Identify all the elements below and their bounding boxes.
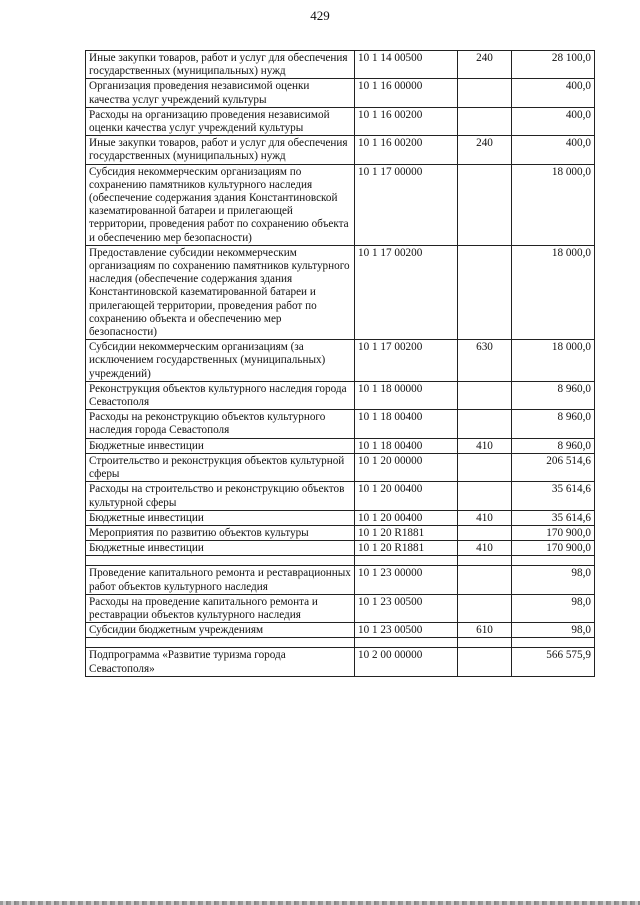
row-amount: 400,0	[512, 107, 595, 135]
row-code: 10 1 18 00400	[355, 410, 458, 438]
spacer-cell	[458, 556, 512, 566]
row-vr: 630	[458, 340, 512, 382]
table-row	[86, 136, 595, 164]
table-row	[86, 566, 595, 594]
row-name: Иные закупки товаров, работ и услуг для обеспечения государственных (муниципальных) нужд	[86, 136, 355, 164]
row-amount: 8 960,0	[512, 381, 595, 409]
row-name: Предоставление субсидии некоммерческим организациям по сохранению памятников культурного наследия (обеспечение содержания здания Константиновской казематированной батареи и прилегающей территории, проведения работ по сохранению объекта и обеспечению мер безопасности)	[86, 245, 355, 339]
table-row	[86, 410, 595, 438]
row-amount: 35 614,6	[512, 510, 595, 525]
table-row	[86, 482, 595, 510]
row-name: Иные закупки товаров, работ и услуг для обеспечения государственных (муниципальных) нужд	[86, 51, 355, 79]
row-amount: 18 000,0	[512, 245, 595, 339]
row-code: 10 1 23 00500	[355, 623, 458, 638]
row-amount: 28 100,0	[512, 51, 595, 79]
row-name: Субсидия некоммерческим организациям по сохранению памятников культурного наследия (обеспечение содержания здания Константиновской казематированной батареи и прилегающей территории, проведения работ по сохранению объекта и обеспечению мер безопасности)	[86, 164, 355, 245]
scan-edge-noise	[0, 901, 640, 905]
row-vr	[458, 482, 512, 510]
table-row	[86, 381, 595, 409]
table-row	[86, 164, 595, 245]
row-amount: 8 960,0	[512, 438, 595, 453]
row-amount: 566 575,9	[512, 648, 595, 676]
row-amount: 18 000,0	[512, 164, 595, 245]
row-amount: 400,0	[512, 136, 595, 164]
table-row	[86, 340, 595, 382]
row-vr	[458, 594, 512, 622]
row-code: 10 1 14 00500	[355, 51, 458, 79]
row-amount: 206 514,6	[512, 453, 595, 481]
table-row	[86, 623, 595, 638]
table-row	[86, 510, 595, 525]
row-name: Субсидии бюджетным учреждениям	[86, 623, 355, 638]
row-vr	[458, 648, 512, 676]
row-amount: 98,0	[512, 623, 595, 638]
row-name: Расходы на проведение капитального ремонта и реставрации объектов культурного наследия	[86, 594, 355, 622]
budget-table	[85, 50, 595, 677]
row-code: 10 1 18 00000	[355, 381, 458, 409]
table-spacer-row	[86, 638, 595, 648]
row-code: 10 1 17 00000	[355, 164, 458, 245]
row-code: 10 1 23 00000	[355, 566, 458, 594]
row-name: Подпрограмма «Развитие туризма города Севастополя»	[86, 648, 355, 676]
row-vr: 410	[458, 541, 512, 556]
row-code: 10 1 17 00200	[355, 245, 458, 339]
table-row	[86, 51, 595, 79]
row-name: Организация проведения независимой оценки качества услуг учреждений культуры	[86, 79, 355, 107]
row-vr	[458, 164, 512, 245]
row-name: Субсидии некоммерческим организациям (за исключением государственных (муниципальных) учреждений)	[86, 340, 355, 382]
row-code: 10 1 16 00200	[355, 136, 458, 164]
row-code: 10 1 20 00000	[355, 453, 458, 481]
table-row	[86, 245, 595, 339]
row-vr	[458, 381, 512, 409]
table-row	[86, 438, 595, 453]
row-amount: 98,0	[512, 566, 595, 594]
spacer-cell	[512, 638, 595, 648]
row-code: 10 1 23 00500	[355, 594, 458, 622]
row-name: Расходы на реконструкцию объектов культурного наследия города Севастополя	[86, 410, 355, 438]
row-code: 10 1 17 00200	[355, 340, 458, 382]
row-code: 10 1 16 00200	[355, 107, 458, 135]
row-code: 10 1 20 00400	[355, 510, 458, 525]
row-name: Мероприятия по развитию объектов культуры	[86, 525, 355, 540]
row-amount: 98,0	[512, 594, 595, 622]
row-code: 10 1 20 00400	[355, 482, 458, 510]
row-amount: 35 614,6	[512, 482, 595, 510]
row-name: Бюджетные инвестиции	[86, 510, 355, 525]
row-vr: 240	[458, 51, 512, 79]
row-amount: 170 900,0	[512, 541, 595, 556]
row-amount: 8 960,0	[512, 410, 595, 438]
spacer-cell	[86, 638, 355, 648]
row-code: 10 1 20 R1881	[355, 525, 458, 540]
spacer-cell	[355, 556, 458, 566]
table-row	[86, 79, 595, 107]
row-name: Бюджетные инвестиции	[86, 541, 355, 556]
row-name: Проведение капитального ремонта и реставрационных работ объектов культурного наследия	[86, 566, 355, 594]
row-name: Расходы на строительство и реконструкцию объектов культурной сферы	[86, 482, 355, 510]
row-name: Бюджетные инвестиции	[86, 438, 355, 453]
spacer-cell	[86, 556, 355, 566]
row-vr	[458, 566, 512, 594]
table-row	[86, 107, 595, 135]
row-vr	[458, 245, 512, 339]
row-amount: 170 900,0	[512, 525, 595, 540]
row-code: 10 2 00 00000	[355, 648, 458, 676]
table-row	[86, 525, 595, 540]
table-row	[86, 453, 595, 481]
table-spacer-row	[86, 556, 595, 566]
row-vr: 610	[458, 623, 512, 638]
spacer-cell	[458, 638, 512, 648]
row-vr	[458, 107, 512, 135]
row-code: 10 1 18 00400	[355, 438, 458, 453]
spacer-cell	[512, 556, 595, 566]
row-name: Реконструкция объектов культурного наследия города Севастополя	[86, 381, 355, 409]
table-row	[86, 594, 595, 622]
row-amount: 400,0	[512, 79, 595, 107]
row-vr: 410	[458, 438, 512, 453]
page-number: 429	[310, 8, 330, 23]
row-code: 10 1 16 00000	[355, 79, 458, 107]
row-name: Строительство и реконструкция объектов культурной сферы	[86, 453, 355, 481]
spacer-cell	[355, 638, 458, 648]
row-name: Расходы на организацию проведения независимой оценки качества услуг учреждений культуры	[86, 107, 355, 135]
row-amount: 18 000,0	[512, 340, 595, 382]
row-vr: 410	[458, 510, 512, 525]
row-vr	[458, 525, 512, 540]
row-vr	[458, 79, 512, 107]
row-vr	[458, 410, 512, 438]
row-vr: 240	[458, 136, 512, 164]
table-row	[86, 541, 595, 556]
row-vr	[458, 453, 512, 481]
table-row	[86, 648, 595, 676]
row-code: 10 1 20 R1881	[355, 541, 458, 556]
